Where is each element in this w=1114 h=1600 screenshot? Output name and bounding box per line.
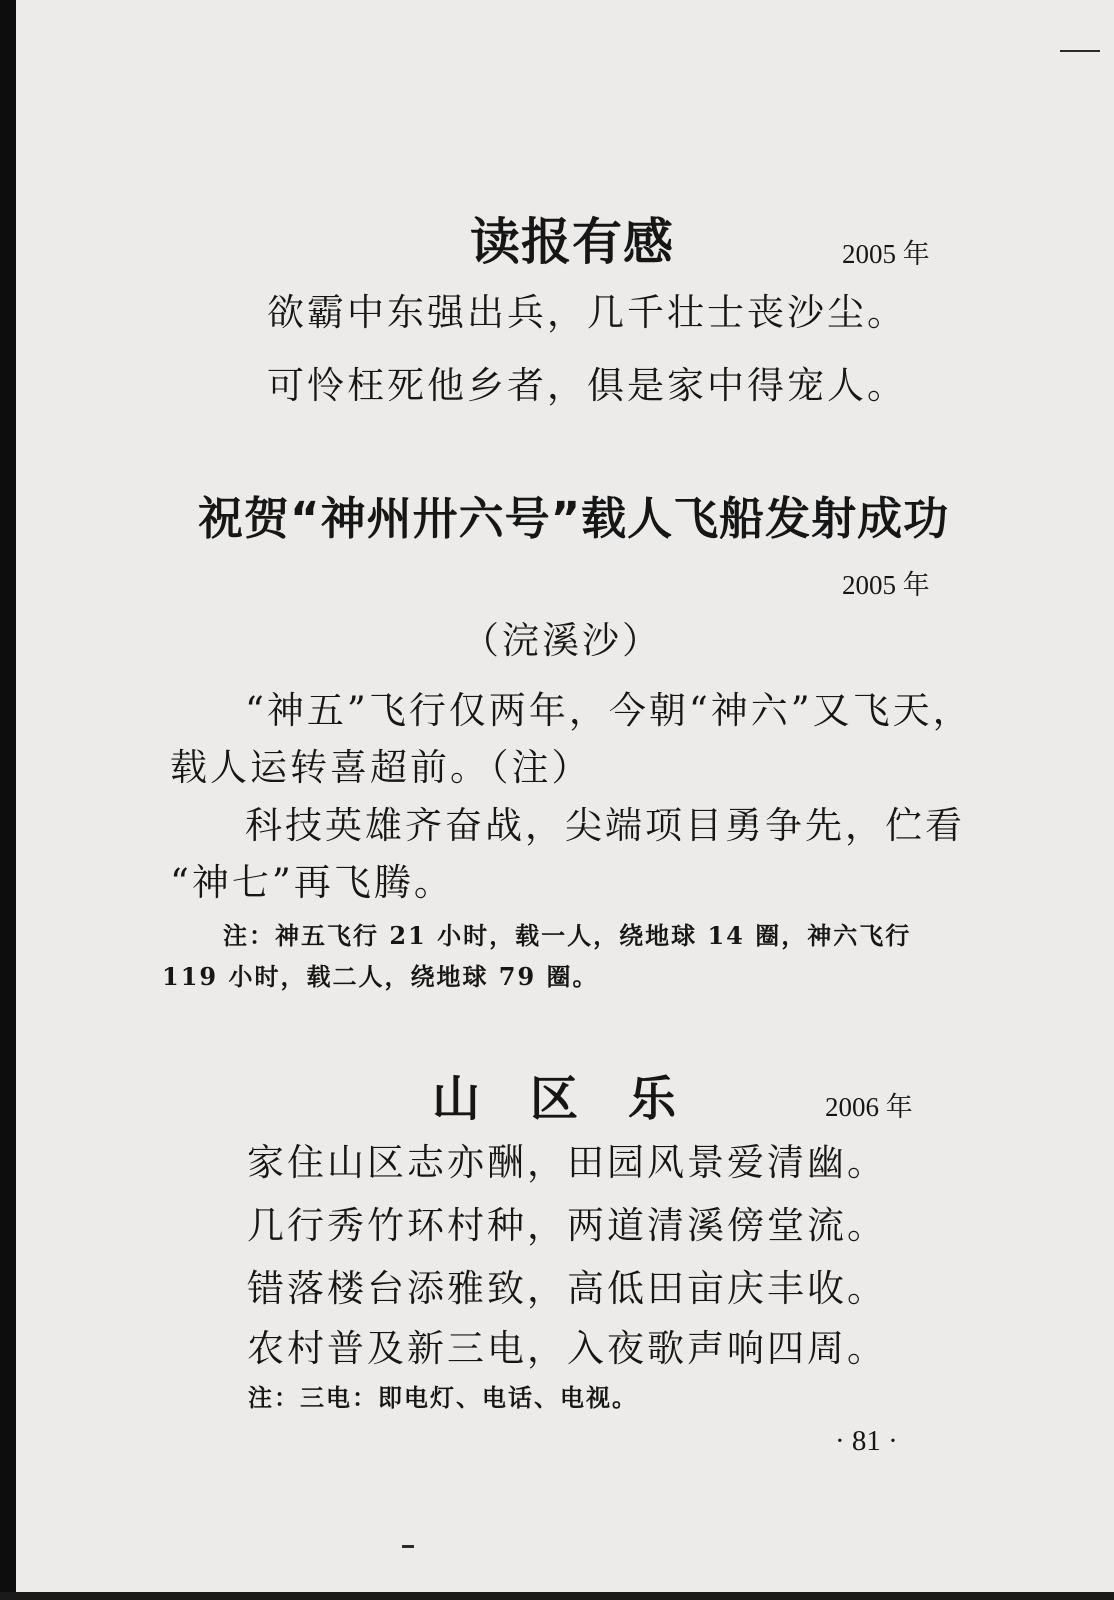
- scan-mark-bottom: [402, 1545, 414, 1548]
- page-number: · 81 ·: [835, 1425, 898, 1457]
- poem2-year: 2005 年: [842, 570, 930, 600]
- poem3-line-2: 几行秀竹环村种，两道清溪傍堂流。: [247, 1204, 887, 1247]
- poem2-line-2: 载人运转喜超前。（注）: [170, 746, 592, 789]
- poem1-title: 读报有感: [470, 213, 674, 271]
- scan-bottom-border: [0, 1592, 1114, 1600]
- poem1-year: 2005 年: [842, 239, 930, 269]
- poem3-line-1: 家住山区志亦酬，田园风景爱清幽。: [247, 1141, 887, 1184]
- poem2-line-4: “神七”再飞腾。: [170, 861, 454, 904]
- poem2-title: 祝贺“神州卅六号”载人飞船发射成功: [198, 492, 950, 545]
- scan-left-border: [0, 0, 16, 1600]
- poem1-line-2: 可怜枉死他乡者，俱是家中得宠人。: [267, 364, 907, 407]
- poem2-line-3: 科技英雄齐奋战，尖端项目勇争先，伫看: [245, 804, 965, 847]
- poem3-year: 2006 年: [825, 1092, 913, 1122]
- poem3-line-3: 错落楼台添雅致，高低田亩庆丰收。: [247, 1267, 887, 1310]
- poem2-note-line-1: 注：神五飞行 21 小时，载一人，绕地球 14 圈，神六飞行: [223, 921, 912, 950]
- poem2-note-line-2: 119 小时，载二人，绕地球 79 圈。: [162, 962, 599, 991]
- poem2-line-1: “神五”飞行仅两年，今朝“神六”又飞天，: [245, 689, 973, 732]
- poem3-line-4: 农村普及新三电，入夜歌声响四周。: [247, 1327, 887, 1370]
- poem2-tune: （浣溪沙）: [462, 619, 662, 662]
- poem1-line-1: 欲霸中东强出兵，几千壮士丧沙尘。: [267, 291, 907, 334]
- poem3-note: 注：三电：即电灯、电话、电视。: [248, 1383, 638, 1412]
- poem3-title: 山 区 乐: [432, 1071, 678, 1127]
- scan-mark-top-right: [1060, 50, 1100, 52]
